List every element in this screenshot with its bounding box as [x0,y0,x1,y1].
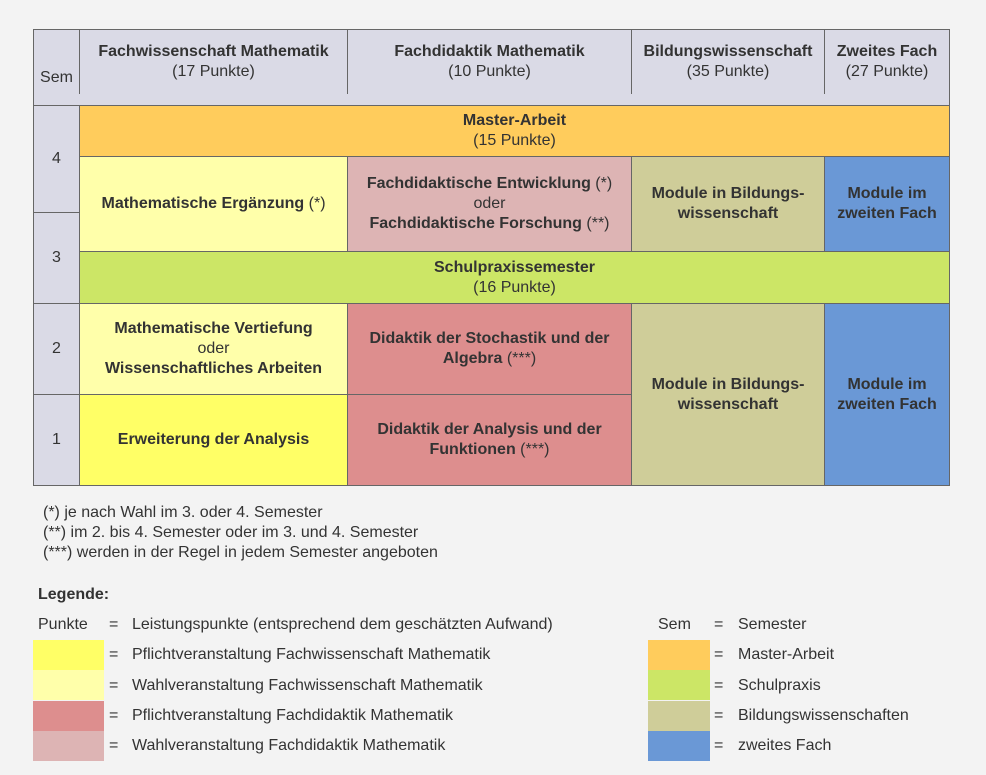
legend-text-zweites-fach: zweites Fach [738,737,832,754]
legend-equals: = [109,646,119,663]
legend-swatch-bildung [648,701,710,731]
header-col-points: (27 Punkte) [845,63,929,80]
cell-line1: Module im [847,185,927,202]
footnote-1: (*) je nach Wahl im 3. oder 4. Semester [43,504,323,521]
legend-text-wahl-fd: Wahlveranstaltung Fachdidaktik Mathematik [132,737,446,754]
cell-title: Erweiterung der Analysis [117,431,310,448]
footnote-mark: (***) [515,441,550,458]
master-arbeit-points: (15 Punkte) [473,132,556,149]
zweites-fach-lower-cell [824,303,950,486]
semester-number: 3 [52,249,61,266]
legend-swatch-schulpraxis [648,670,710,700]
legend-text-wahl-fw: Wahlveranstaltung Fachwissenschaft Mathematik [132,677,483,694]
legend-equals: = [109,737,119,754]
header-zweites-fach [824,29,950,95]
cell-line2: Funktionen [429,441,516,458]
cell-line1: Module im [847,375,927,393]
schulpraxis-points: (16 Punkte) [473,278,556,296]
header-fachdidaktik [347,29,632,95]
cell-line1: Didaktik der Analysis und der [377,421,602,438]
header-sem [33,29,80,95]
oder-label: oder [473,195,506,212]
header-fachwissenschaft [79,29,348,95]
schulpraxissemester-cell [79,251,950,304]
legend-key-punkte: Punkte [38,616,88,633]
cell-line1: Fachdidaktische Entwicklung [366,175,591,192]
footnote-2: (**) im 2. bis 4. Semester oder im 3. und 4. Semester [43,524,419,541]
didaktik-stochastik-cell [347,303,632,395]
footnote-mark: (***) [502,350,537,367]
legend-text-punkte: Leistungspunkte (entsprechend dem geschätzten Aufwand) [132,616,553,633]
legend-text-bildung: Bildungswissenschaften [738,707,909,724]
legend-equals: = [109,677,119,694]
mathematische-vertiefung-cell [79,303,348,395]
erweiterung-analysis-cell [79,394,348,486]
cell-line1: Mathematische Vertiefung [114,320,313,337]
legend-swatch-wahl-fw [33,670,104,700]
cell-line2: Fachdidaktische Forschung [369,215,582,232]
zweites-fach-upper-cell [824,156,950,252]
didaktik-analysis-cell [347,394,632,486]
legend-swatch-master [648,640,710,670]
legend-swatch-pflicht-fd [33,701,104,731]
header-col-title: Zweites Fach [836,43,938,60]
legend-equals: = [109,707,119,724]
header-col-title: Fachwissenschaft Mathematik [98,43,329,60]
legend-text-schulpraxis: Schulpraxis [738,677,821,694]
header-col-title: Fachdidaktik Mathematik [394,43,585,60]
oder-label: oder [197,340,230,357]
legend-text-pflicht-fd: Pflichtveranstaltung Fachdidaktik Mathematik [132,707,454,724]
legend-equals: = [714,646,724,663]
semester-2 [33,303,80,395]
cell-line1: Didaktik der Stochastik und der [369,330,610,347]
cell-title: Mathematische Ergänzung [101,195,305,212]
legend-text-pflicht-fw: Pflichtveranstaltung Fachwissenschaft Mathematik [132,646,491,663]
legend-equals: = [109,616,119,633]
header-col-points: (17 Punkte) [172,63,255,80]
cell-line1: Module in Bildungs- [651,375,805,393]
fachdidaktische-entwicklung-cell [347,156,632,252]
legend-swatch-wahl-fd [33,731,104,761]
legend-title: Legende: [38,586,110,603]
cell-line1: Module in Bildungs- [651,185,805,202]
semester-number: 2 [52,340,61,357]
master-arbeit-title: Master-Arbeit [462,112,567,129]
legend-equals: = [714,737,724,754]
legend-equals: = [714,616,724,633]
legend-swatch-pflicht-fw [33,640,104,670]
semester-number: 1 [52,431,61,448]
mathematische-ergaenzung-cell [79,156,348,252]
bildungswissenschaft-upper-cell [631,156,825,252]
legend-text-master: Master-Arbeit [738,646,835,663]
footnote-3: (***) werden in der Regel in jedem Semester angeboten [43,544,438,561]
legend-equals: = [714,707,724,724]
header-bildungswissenschaft [631,29,825,95]
header-col-points: (10 Punkte) [448,63,531,80]
cell-line2: wissenschaft [677,395,779,413]
semester-1 [33,394,80,486]
footnote-mark: (**) [581,215,610,232]
cell-line2: zweiten Fach [837,205,937,222]
header-col-points: (35 Punkte) [686,63,770,80]
cell-line2: zweiten Fach [837,395,937,413]
footnote-mark: (*) [304,195,326,212]
footnote-mark: (*) [590,175,613,192]
header-col-title: Bildungswissenschaft [643,43,813,60]
semester-number: 4 [52,150,61,167]
master-arbeit-cell [79,105,950,157]
cell-line2: Algebra [442,350,503,367]
header-sem-label: Sem [40,69,73,86]
semester-3 [33,212,80,304]
legend-swatch-zweites-fach [648,731,710,761]
bildungswissenschaft-lower-cell [631,303,825,486]
cell-line2: wissenschaft [677,205,779,222]
legend-text-semester: Semester [738,616,807,633]
schulpraxis-title: Schulpraxissemester [434,258,595,276]
cell-line2: Wissenschaftliches Arbeiten [104,360,323,377]
legend-equals: = [714,677,724,694]
legend-key-sem: Sem [658,616,691,633]
semester-4 [33,105,80,213]
